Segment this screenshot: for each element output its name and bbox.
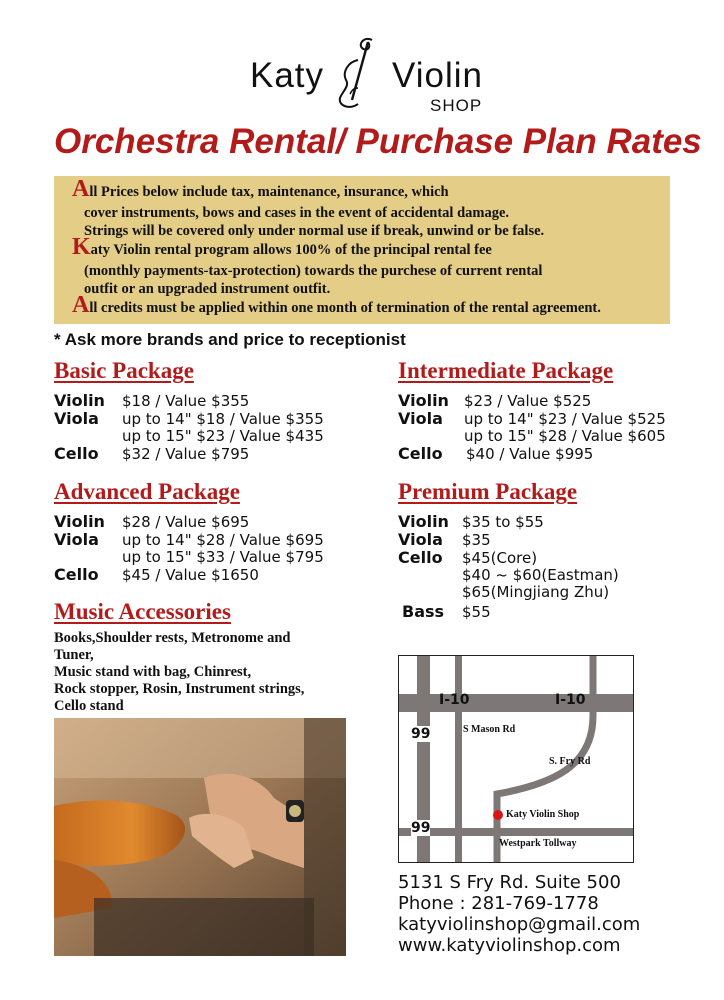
shop-location-marker-icon (493, 810, 503, 820)
intermediate-violin-row: Violin $23 / Value $525 (398, 391, 592, 410)
premium-package-title: Premium Package (398, 479, 578, 504)
hwy99-label-bottom: 99 (411, 820, 431, 836)
address: 5131 S Fry Rd. Suite 500 (398, 872, 621, 893)
accessories-list (54, 630, 304, 715)
intermediate-viola-row-2: up to 15" $28 / Value $605 (464, 427, 666, 445)
notice-box (54, 176, 670, 324)
i10-label-right: I-10 (555, 692, 586, 708)
advanced-cello-row: Cello $45 / Value $1650 (54, 565, 259, 584)
logo-shop: SHOP (430, 96, 483, 115)
hwy99-label-top: 99 (411, 726, 431, 742)
s-mason-road (455, 656, 462, 862)
advanced-viola-row: Viola up to 14" $28 / Value $695 (54, 530, 324, 549)
logo-violin: Violin (392, 56, 483, 95)
contact-info (398, 872, 640, 956)
notice-line-1: All Prices below include tax, maintenance, insurance, which (72, 176, 449, 202)
accessories-line: Cello stand (54, 698, 124, 714)
email-link[interactable]: katyviolinshop@gmail.com (398, 914, 641, 935)
advanced-package-list (54, 513, 324, 584)
basic-cello-row: Cello $32 / Value $795 (54, 444, 250, 463)
premium-viola-row: Viola $35 (398, 530, 491, 549)
phone: Phone : 281-769-1778 (398, 893, 599, 914)
violin-maker-photo (54, 718, 346, 956)
accessories-line: Rock stopper, Rosin, Instrument strings, (54, 681, 305, 697)
violin-logo-icon (328, 34, 390, 112)
accessories-line: Books,Shoulder rests, Metronome and (54, 630, 291, 646)
basic-violin-row: Violin $18 / Value $355 (54, 391, 250, 410)
intermediate-package-title: Intermediate Package (398, 358, 614, 383)
basic-viola-row: Viola up to 14" $18 / Value $355 (54, 409, 324, 428)
notice-line-7: All credits must be applied within one month of termination of the rental agreement. (72, 292, 601, 318)
s-fry-label: S. Fry Rd (549, 756, 591, 767)
notice-line-6: outfit or an upgraded instrument outfit. (84, 281, 331, 297)
accessories-title: Music Accessories (54, 599, 231, 624)
shop-map-label: Katy Violin Shop (506, 809, 580, 820)
website-link[interactable]: www.katyviolinshop.com (398, 935, 621, 956)
ask-note: * Ask more brands and price to receptionist (54, 330, 406, 349)
premium-cello-row-3: $65(Mingjiang Zhu) (462, 583, 610, 601)
logo-katy: Katy (250, 56, 325, 95)
location-map (398, 655, 634, 863)
advanced-package-title: Advanced Package (54, 479, 240, 504)
notice-line-4: Katy Violin rental program allows 100% of the principal rental fee (72, 234, 492, 260)
westpark-label: Westpark Tollway (499, 838, 577, 849)
premium-package-list (398, 513, 619, 621)
advanced-viola-row-2: up to 15" $33 / Value $795 (122, 548, 324, 566)
notice-line-5: (monthly payments-tax-protection) towards the purchese of current rental (84, 263, 543, 279)
advanced-violin-row: Violin $28 / Value $695 (54, 512, 250, 531)
basic-package-title: Basic Package (54, 358, 194, 383)
intermediate-package-list (398, 392, 666, 463)
premium-cello-row-2: $40 ~ $60(Eastman) (462, 566, 619, 584)
basic-viola-row-2: up to 15" $23 / Value $435 (122, 427, 324, 445)
accessories-line: Tuner, (54, 647, 94, 663)
accessories-line: Music stand with bag, Chinrest, (54, 664, 252, 680)
premium-bass-row: Bass $55 (402, 602, 491, 621)
basic-package-list (54, 392, 324, 463)
i10-label-left: I-10 (439, 692, 470, 708)
notice-line-3: Strings will be covered only under normal use if break, unwind or be false. (84, 223, 545, 239)
notice-line-2: cover instruments, bows and cases in the event of accidental damage. (84, 205, 510, 221)
premium-violin-row: Violin $35 to $55 (398, 512, 544, 531)
page-title: Orchestra Rental/ Purchase Plan Rates (54, 122, 702, 161)
intermediate-cello-row: Cello $40 / Value $995 (398, 444, 594, 463)
premium-cello-row: Cello $45(Core) (398, 548, 538, 567)
intermediate-viola-row: Viola up to 14" $23 / Value $525 (398, 409, 666, 428)
s-mason-label: S Mason Rd (463, 724, 516, 735)
